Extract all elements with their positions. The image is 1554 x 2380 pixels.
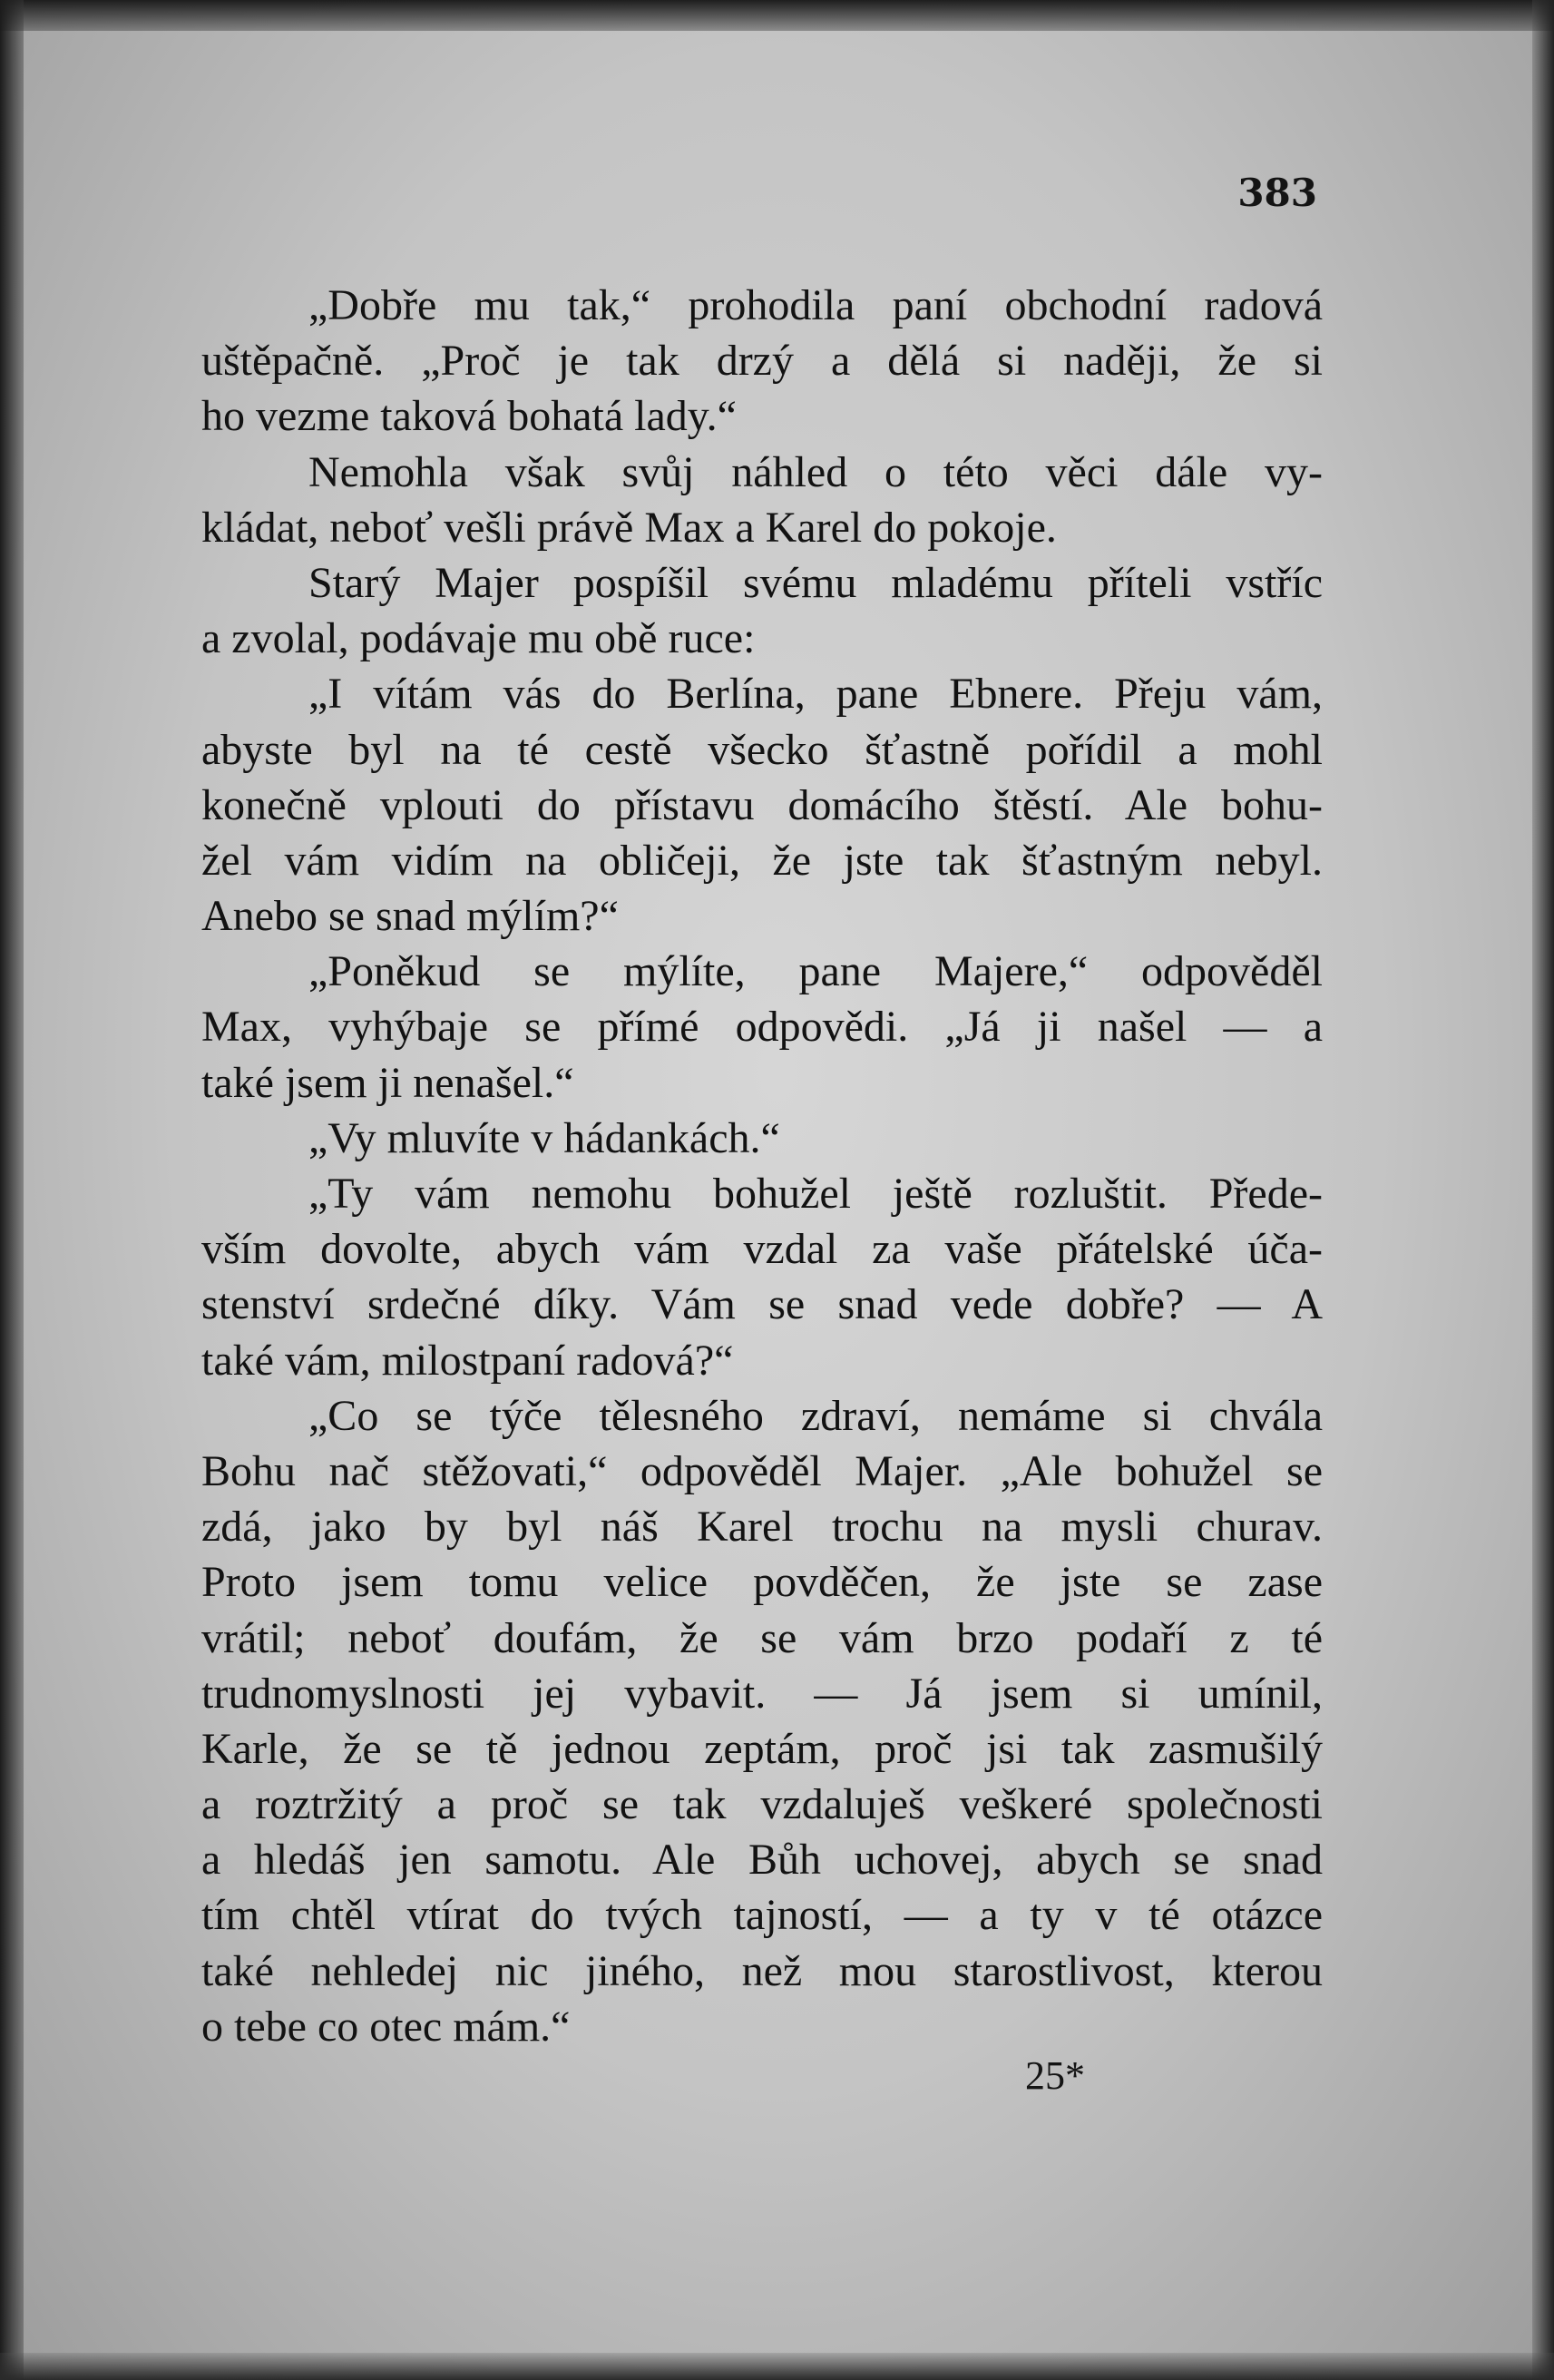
text-line: Proto jsem tomu velice povděčen, že jste se zase: [201, 1558, 1323, 1607]
text-line: uštěpačně. „Proč je tak drzý a dělá si naději, že si: [201, 337, 1323, 386]
scan-edge-top: [0, 0, 1554, 31]
text-line: tím chtěl vtírat do tvých tajností, — a ty v té otázce: [201, 1891, 1323, 1940]
text-line: také vám, milostpaní radová?“: [201, 1336, 734, 1385]
text-line: „Ty vám nemohu bohužel ještě rozluštit. Přede-: [308, 1170, 1323, 1218]
text-line: Max, vyhýbaje se přímé odpovědi. „Já ji našel — a: [201, 1003, 1323, 1052]
page-number: 383: [1237, 171, 1317, 215]
text-line: kládat, neboť vešli právě Max a Karel do pokoje.: [201, 503, 1057, 552]
printer-signature-mark: 25*: [1025, 2053, 1085, 2098]
text-line: také jsem ji nenašel.“: [201, 1058, 574, 1107]
text-line: „Vy mluvíte v hádankách.“: [308, 1113, 780, 1162]
text-line: vrátil; neboť doufám, že se vám brzo podaří z té: [201, 1613, 1323, 1662]
text-line: Nemohla však svůj náhled o této věci dále vy-: [308, 447, 1323, 496]
text-line: „I vítám vás do Berlína, pane Ebnere. Přeju vám,: [308, 670, 1323, 719]
text-line: a zvolal, podávaje mu obě ruce:: [201, 614, 756, 663]
text-line: „Co se týče tělesného zdraví, nemáme si chvála: [308, 1391, 1323, 1440]
text-line: žel vám vidím na obličeji, že jste tak šťastným nebyl.: [201, 836, 1323, 885]
text-line: Bohu nač stěžovati,“ odpověděl Majer. „Ale bohužel se: [201, 1446, 1323, 1495]
text-line: ho vezme taková bohatá lady.“: [201, 392, 737, 441]
scan-edge-right: [1532, 0, 1554, 2380]
text-line: Starý Majer pospíšil svému mladému příteli vstříc: [308, 558, 1323, 607]
text-line: stenství srdečné díky. Vám se snad vede dobře? — A: [201, 1280, 1323, 1329]
text-line: „Poněkud se mýlíte, pane Majere,“ odpověděl: [308, 947, 1323, 996]
text-line: „Dobře mu tak,“ prohodila paní obchodní radová: [308, 281, 1323, 329]
text-line: Anebo se snad mýlím?“: [201, 892, 619, 941]
text-line: Karle, že se tě jednou zeptám, proč jsi tak zasmušilý: [201, 1724, 1323, 1773]
text-line: a hledáš jen samotu. Ale Bůh uchovej, abych se snad: [201, 1836, 1323, 1885]
text-line: a roztržitý a proč se tak vzdaluješ veškeré společnosti: [201, 1780, 1323, 1829]
text-line: konečně vplouti do přístavu domácího štěstí. Ale bohu-: [201, 780, 1323, 829]
text-line: vším dovolte, abych vám vzdal za vaše přátelské úča-: [201, 1225, 1323, 1274]
text-line: také nehledej nic jiného, než mou starostlivost, kterou: [201, 1946, 1323, 1995]
text-line: trudnomyslnosti jej vybavit. — Já jsem si umínil,: [201, 1669, 1323, 1718]
scan-edge-bottom: [0, 2353, 1554, 2380]
text-line: abyste byl na té cestě všecko šťastně pořídil a mohl: [201, 725, 1323, 774]
text-line: zdá, jako by byl náš Karel trochu na mysli churav.: [201, 1503, 1323, 1552]
body-text: [201, 278, 1323, 2054]
text-line: o tebe co otec mám.“: [201, 2002, 571, 2051]
scan-edge-left: [0, 0, 24, 2380]
